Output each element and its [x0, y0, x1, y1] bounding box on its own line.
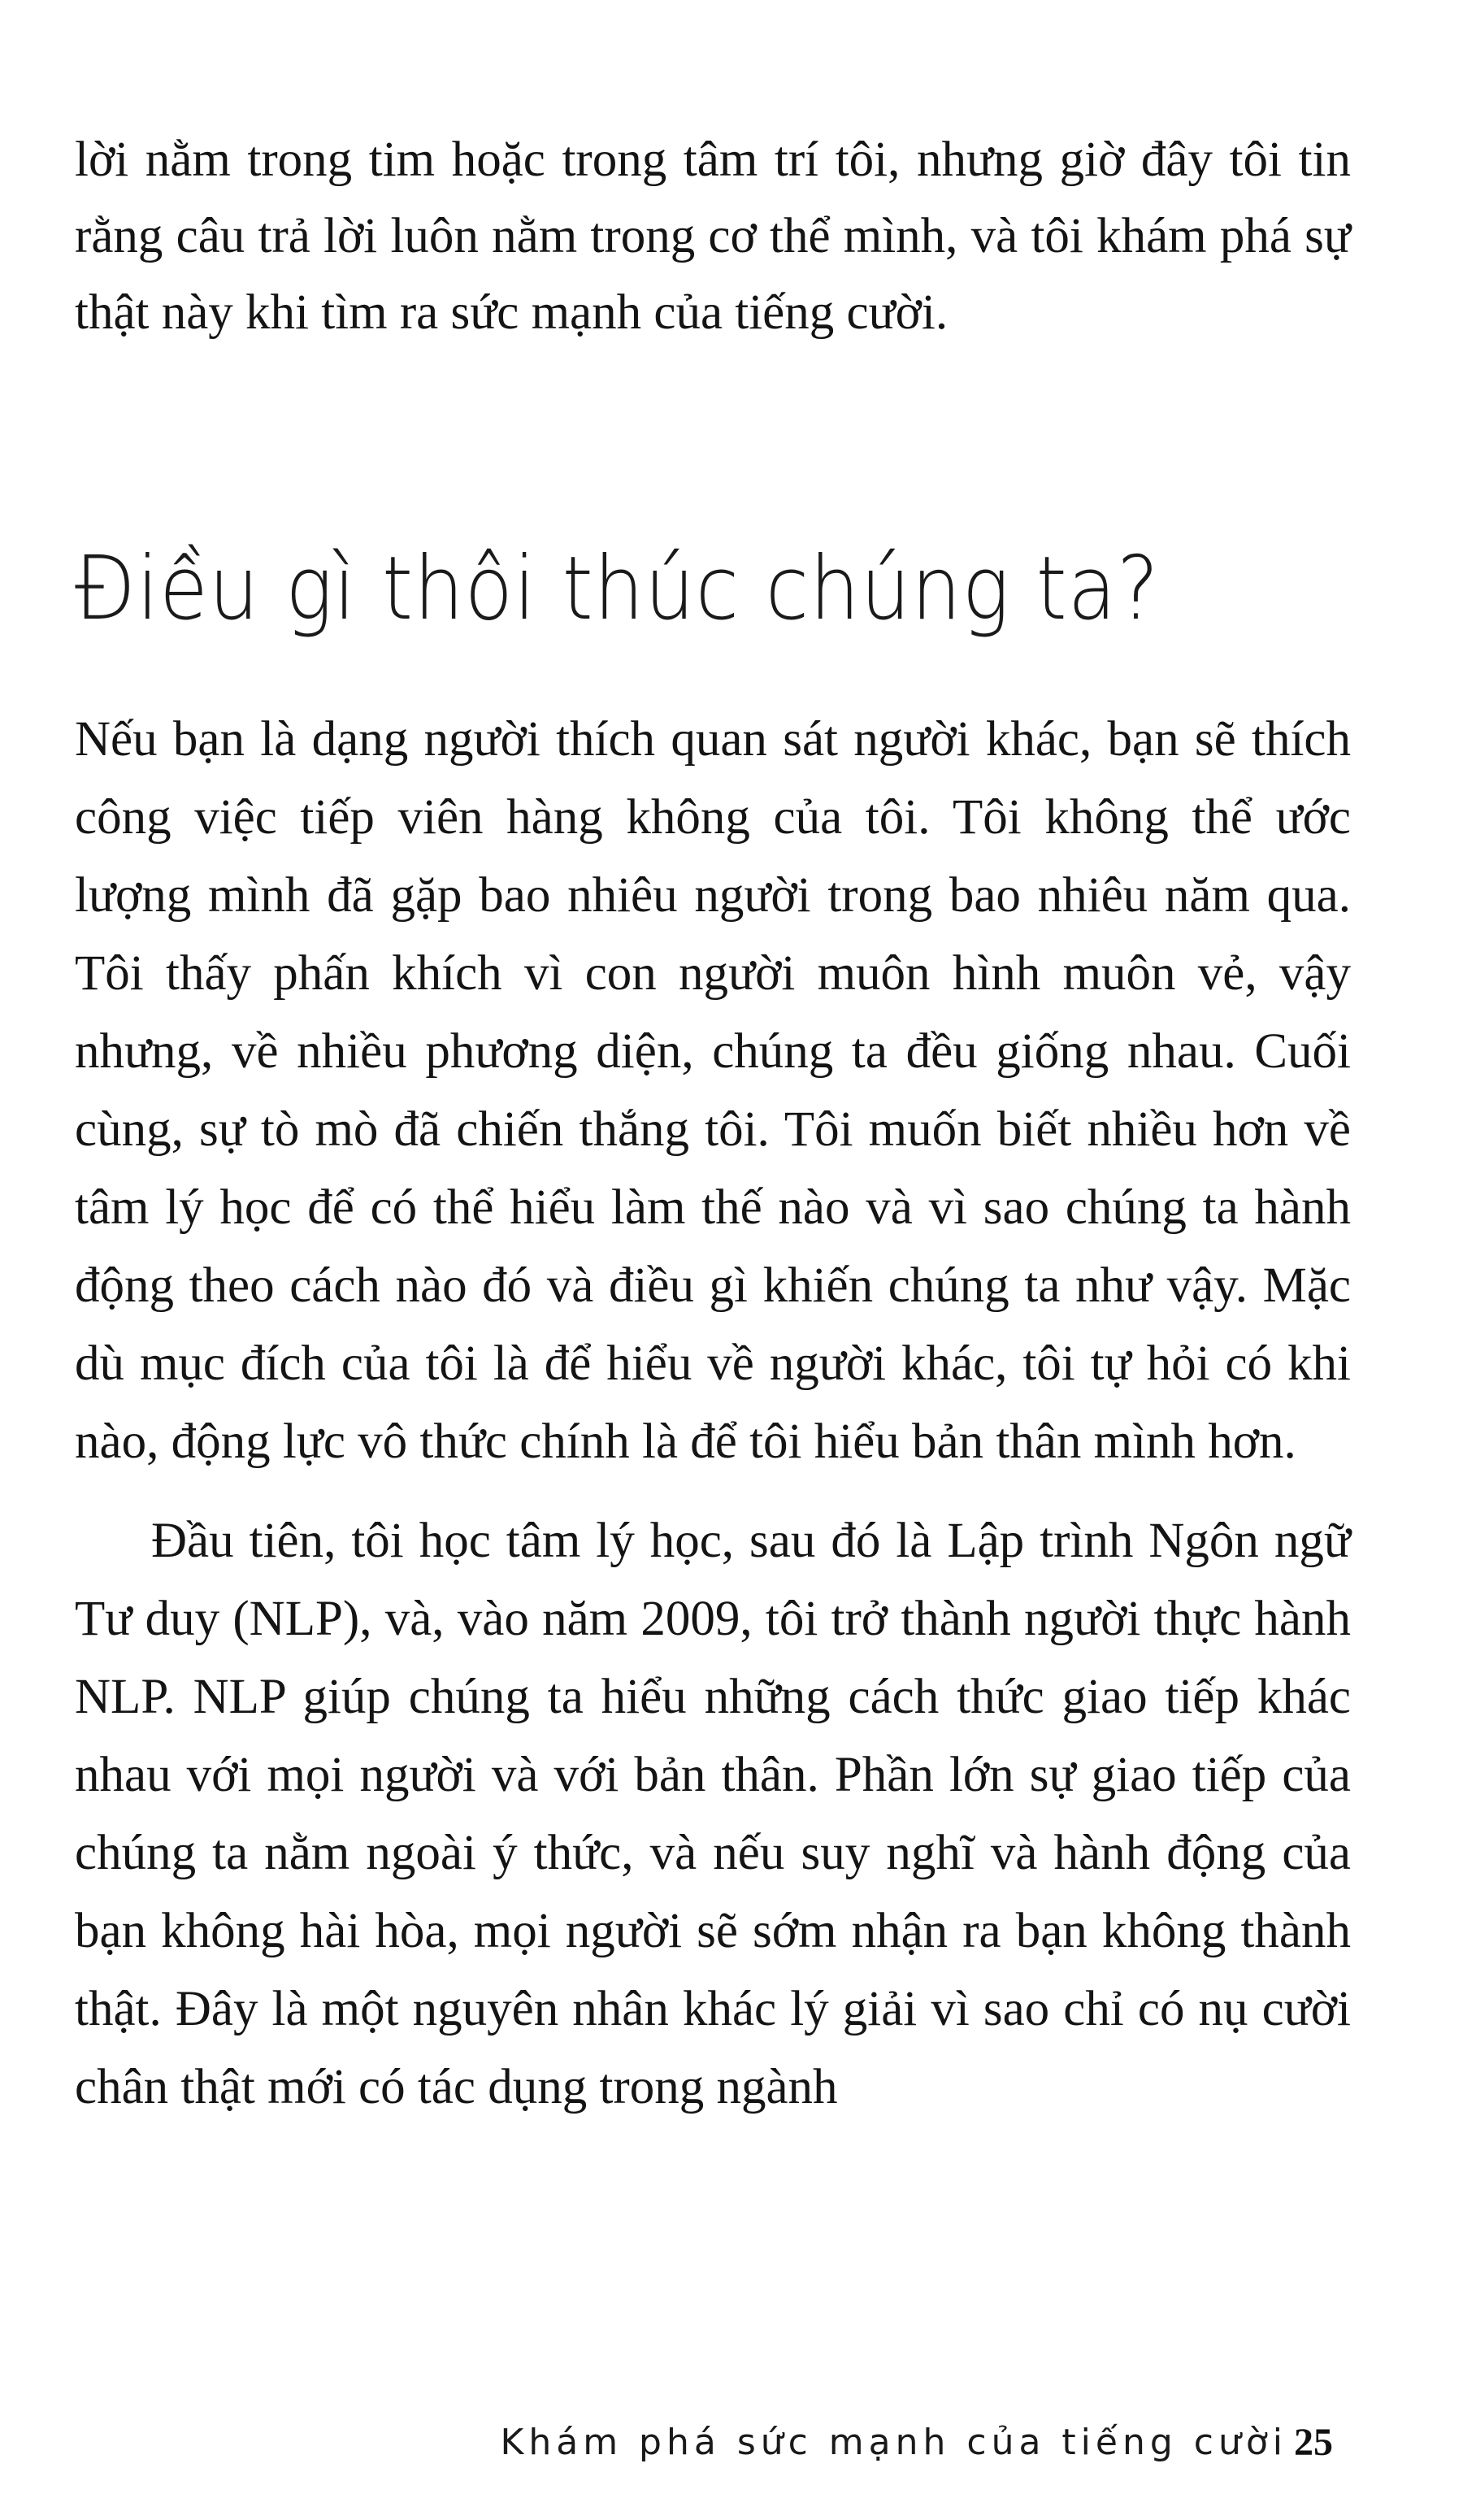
- intro-paragraph: lời nằm trong tim hoặc trong tâm trí tôi, nhưng giờ đây tôi tin rằng câu trả lời luôn nằm trong cơ thể mình, và tôi khám phá sự thật này khi tìm ra sức mạnh của tiếng cười.: [75, 133, 1351, 340]
- paragraph-2: Đầu tiên, tôi học tâm lý học, sau đó là Lập trình Ngôn ngữ Tư duy (NLP), và, vào năm 2009, tôi trở thành người thực hành NLP. NLP giúp chúng ta hiểu những cách thức giao tiếp khác nhau với mọi người và với bản thân. Phần lớn sự giao tiếp của chúng ta nằm ngoài ý thức, và nếu suy nghĩ và hành động của bạn không hài hòa, mọi người sẽ sớm nhận ra bạn không thành thật. Đây là một nguyên nhân khác lý giải vì sao chỉ có nụ cười chân thật mới có tác dụng trong ngành: [75, 1514, 1351, 2114]
- section-heading: Điều gì thôi thúc chúng ta?: [75, 538, 1160, 640]
- paragraph-1: Nếu bạn là dạng người thích quan sát người khác, bạn sẽ thích công việc tiếp viên hàng không của tôi. Tôi không thể ước lượng mình đã gặp bao nhiêu người trong bao nhiêu năm qua. Tôi thấy phấn khích vì con người muôn hình muôn vẻ, vậy nhưng, về nhiều phương diện, chúng ta đều giống nhau. Cuối cùng, sự tò mò đã chiến thắng tôi. Tôi muốn biết nhiều hơn về tâm lý học để có thể hiểu làm thế nào và vì sao chúng ta hành động theo cách nào đó và điều gì khiến chúng ta như vậy. Mặc dù mục đích của tôi là để hiểu về người khác, tôi tự hỏi có khi nào, động lực vô thức chính là để tôi hiểu bản thân mình hơn.: [75, 712, 1351, 1469]
- running-title: Khám phá sức mạnh của tiếng cười: [500, 2422, 1287, 2463]
- body-text: [75, 701, 1351, 2148]
- page-number: 25: [1294, 2421, 1333, 2464]
- page-footer: [0, 2410, 1476, 2475]
